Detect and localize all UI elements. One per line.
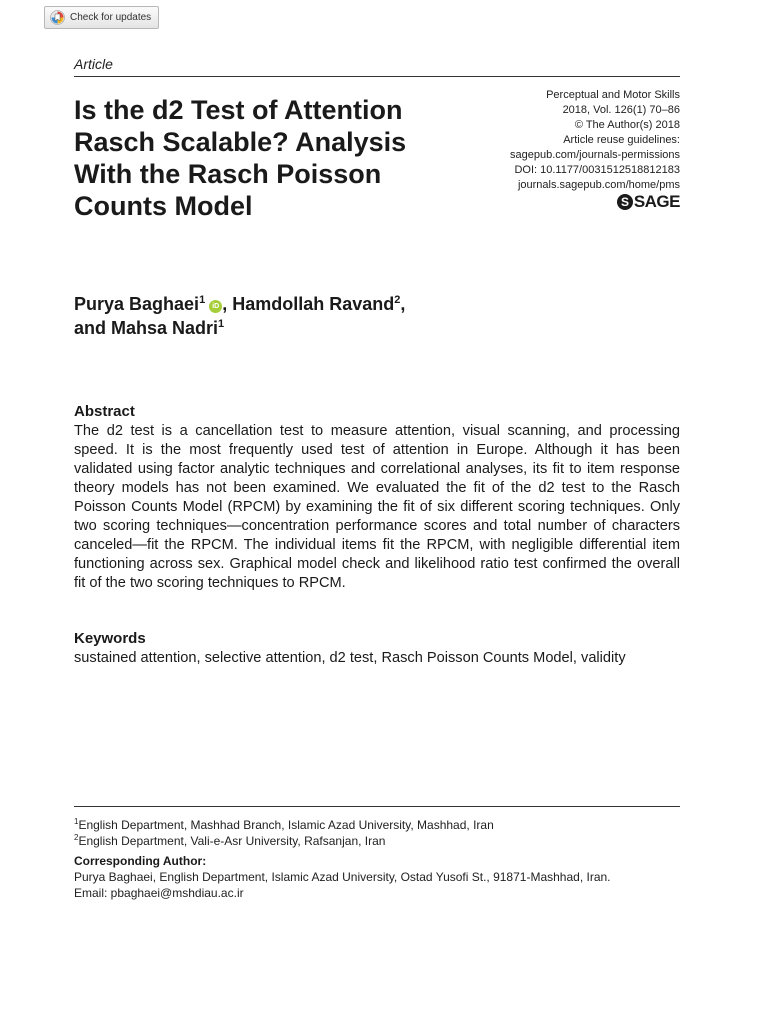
orcid-icon[interactable]: iD	[209, 300, 222, 313]
affiliation-marker: 2	[74, 833, 79, 842]
sage-logo-icon: S	[617, 194, 633, 210]
author-separator: ,	[400, 294, 406, 314]
check-updates-icon	[50, 10, 65, 25]
keywords-heading: Keywords	[74, 630, 146, 647]
abstract-text: The d2 test is a cancellation test to measure attention, visual scanning, and processing speed. It is the most frequently used test of attention in Europe. Although it has been validated using factor analytic techniques and correlational analyses, its fit to item response theory models has not been examined. We evaluated the fit of the d2 test to the Rasch Poisson Counts Model (RPCM) by examining the fit of six different scoring techniques. Only two scoring techniques—concentration performance scores and total number of characters canceled—fit the RPCM. The individual items fit the RPCM, with negligible differential item functioning across sex. Graphical model check and likelihood ratio test confirmed the overall fit of the two scoring techniques to RPCM.	[74, 423, 680, 591]
corresponding-author-details	[74, 869, 680, 901]
author-name: , Hamdollah Ravand	[222, 294, 395, 314]
affiliation-text: English Department, Mashhad Branch, Islamic Azad University, Mashhad, Iran	[78, 818, 494, 832]
check-for-updates-button[interactable]	[44, 6, 159, 29]
affiliation-marker: 1	[199, 294, 206, 306]
author-list	[74, 292, 554, 340]
abstract-heading: Abstract	[74, 403, 135, 420]
sage-logo-text: SAGE	[633, 192, 680, 211]
journal-name: Perceptual and Motor Skills	[546, 89, 680, 101]
affiliation-1	[74, 817, 680, 833]
affiliation-text: English Department, Vali-e-Asr University, Rafsanjan, Iran	[78, 834, 386, 848]
journal-home-link[interactable]: journals.sagepub.com/home/pms	[517, 179, 680, 191]
corresponding-author-heading: Corresponding Author:	[74, 854, 207, 868]
affiliation-marker: 1	[74, 817, 79, 826]
article-type-label: Article	[74, 56, 113, 72]
copyright-notice: © The Author(s) 2018	[574, 119, 680, 131]
journal-info	[440, 88, 680, 193]
footnote-rule	[74, 806, 680, 807]
check-for-updates-label: Check for updates	[70, 12, 152, 23]
keywords-text: sustained attention, selective attention, d2 test, Rasch Poisson Counts Model, validity	[74, 650, 626, 666]
sage-logo	[617, 192, 680, 212]
corresponding-email[interactable]: Email: pbaghaei@mshdiau.ac.ir	[74, 886, 244, 900]
affiliation-marker: 2	[394, 294, 401, 306]
affiliation-marker: 1	[218, 318, 225, 330]
author-name: and Mahsa Nadri	[74, 318, 219, 338]
header-rule	[74, 76, 680, 77]
corresponding-address: Purya Baghaei, English Department, Islamic Azad University, Ostad Yusofi St., 91871-Mashhad, Iran.	[74, 870, 611, 884]
permissions-link[interactable]: sagepub.com/journals-permissions	[510, 149, 680, 161]
journal-volume: 2018, Vol. 126(1) 70–86	[562, 104, 680, 116]
paper-title: Is the d2 Test of Attention Rasch Scalable? Analysis With the Rasch Poisson Counts Model	[74, 95, 407, 221]
affiliation-2	[74, 833, 680, 849]
doi-link[interactable]: DOI: 10.1177/0031512518812183	[514, 164, 680, 176]
reuse-guidelines-label: Article reuse guidelines:	[563, 134, 680, 146]
author-name: Purya Baghaei	[74, 294, 200, 314]
